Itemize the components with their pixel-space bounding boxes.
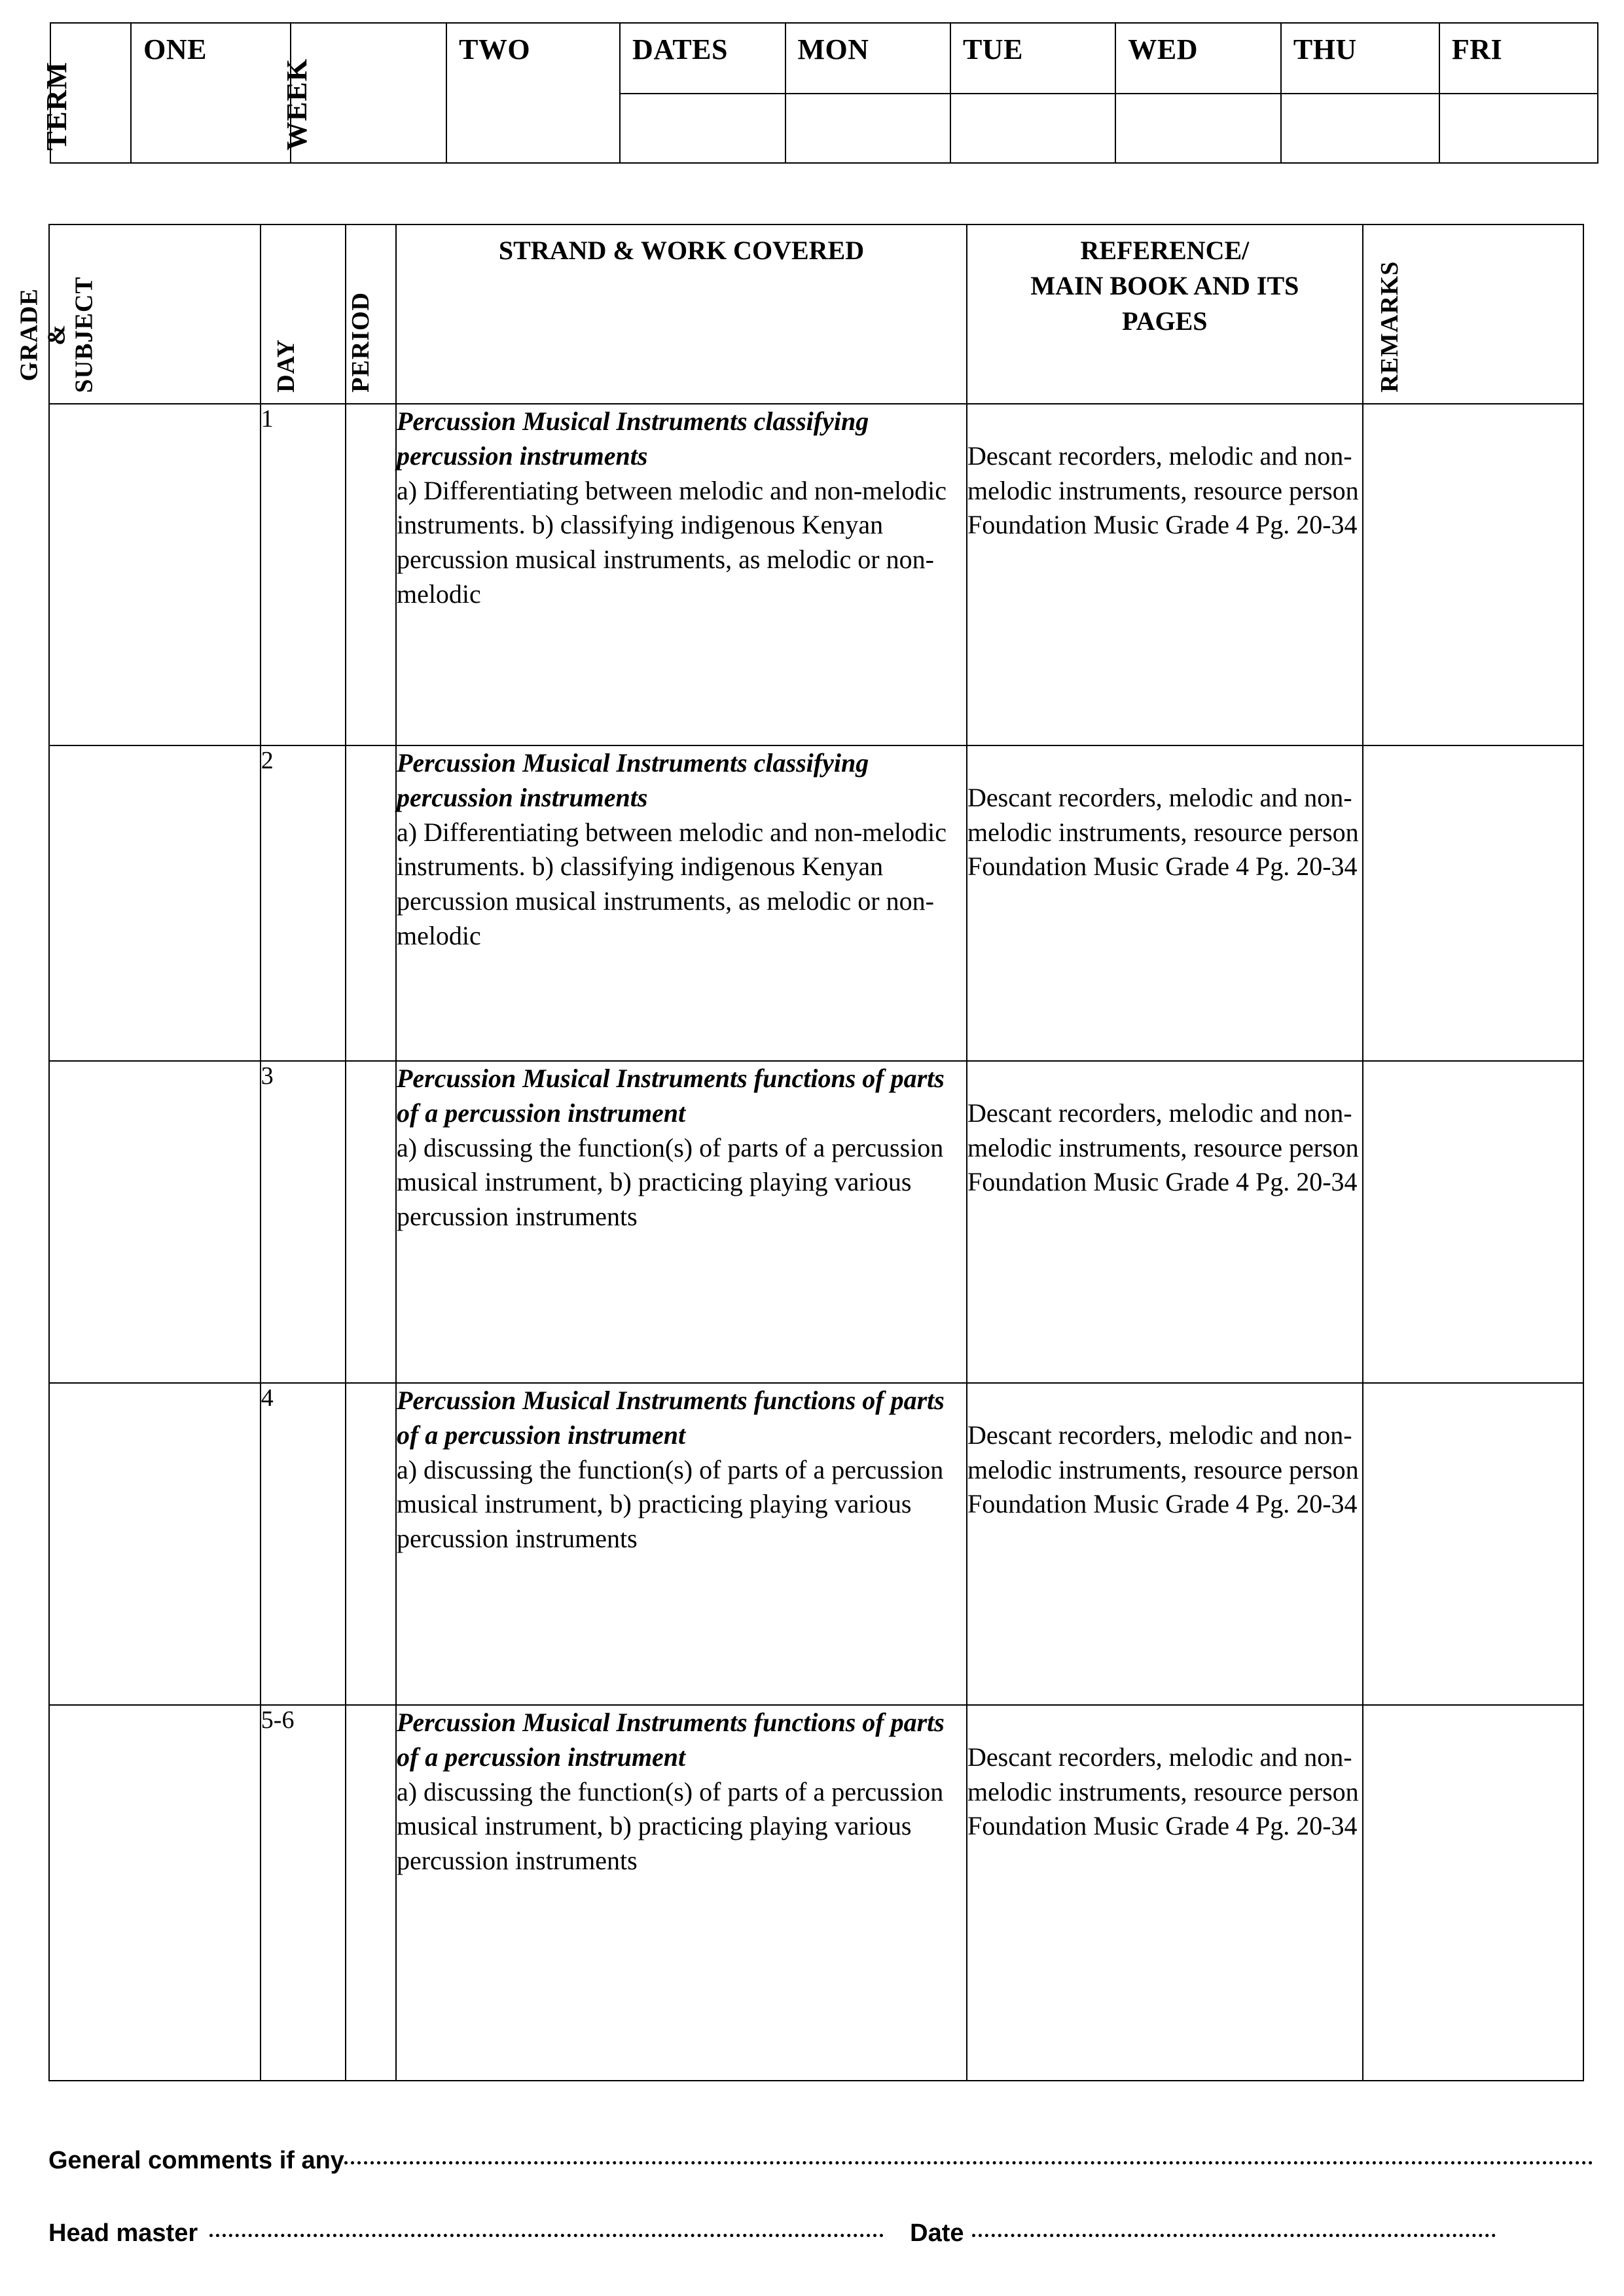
strand-title: Percussion Musical Instruments classifying percussion instruments [396,748,869,812]
remarks-header-cell [1363,224,1583,404]
date-label: Date [910,2219,964,2247]
day-cell[interactable] [261,1383,346,1705]
week-value: TWO [459,33,531,65]
reference-header-line-1: REFERENCE/ [1080,236,1250,265]
mon-header-cell [785,23,950,94]
reference-cell[interactable] [967,1383,1363,1705]
mon-value-cell[interactable] [785,94,950,163]
remarks-cell[interactable] [1363,1061,1583,1383]
strand-body: a) discussing the function(s) of parts of a percussion musical instrument, b) practicing playing various percussion instruments [396,1132,944,1232]
reference-cell[interactable] [967,745,1363,1061]
period-header-cell [346,224,396,404]
term-week-table [41,22,1598,164]
table-row [49,404,1583,745]
scheme-of-work-table [15,224,1584,2081]
term-value-cell[interactable] [131,23,291,163]
week-value-cell[interactable] [446,23,620,163]
grade-subject-header-cell [15,224,261,404]
period-cell[interactable] [346,1705,396,2081]
date-input[interactable] [972,2234,1496,2237]
day-value: 2 [261,747,274,774]
reference-value: Descant recorders, melodic and non-melodic instruments, resource person Foundation Music Grade 4 Pg. 20-34 [967,1098,1359,1197]
tue-value-cell[interactable] [950,94,1115,163]
period-cell[interactable] [346,1383,396,1705]
remarks-cell[interactable] [1363,745,1583,1061]
reference-cell[interactable] [967,404,1363,745]
reference-header-line-3: PAGES [1122,306,1208,336]
wed-header-cell [1115,23,1280,94]
fri-value-cell[interactable] [1439,94,1598,163]
footer [48,2143,1593,2248]
general-comments-label: General comments if any [48,2147,344,2174]
strand-body: a) discussing the function(s) of parts of a percussion musical instrument, b) practicing playing various percussion instruments [396,1454,944,1554]
strand-body: a) Differentiating between melodic and non-melodic instruments. b) classifying indigenous Kenyan percussion musical instruments, as melodic or non-melodic [396,475,947,609]
week-label: WEEK [281,58,314,151]
day-value: 3 [261,1062,274,1090]
head-master-label: Head master [48,2219,198,2247]
reference-cell[interactable] [967,1705,1363,2081]
grade-subject-cell[interactable] [49,404,261,745]
remarks-cell[interactable] [1363,404,1583,745]
day-cell[interactable] [261,745,346,1061]
grade-subject-cell[interactable] [49,1705,261,2081]
day-value: 1 [261,405,274,433]
mon-value [786,94,950,103]
remarks-header-label: REMARKS [1375,260,1403,393]
thu-value [1282,94,1439,103]
fri-header-cell [1439,23,1598,94]
reference-header-line-2: MAIN BOOK AND ITS [1030,271,1299,300]
thu-header-cell [1281,23,1439,94]
term-label: TERM [41,62,73,151]
strand-cell[interactable] [396,1705,967,2081]
day-cell[interactable] [261,404,346,745]
mon-header-label: MON [797,33,869,65]
reference-value: Descant recorders, melodic and non-melodic instruments, resource person Foundation Music Grade 4 Pg. 20-34 [967,782,1359,882]
tue-value [951,94,1115,103]
dates-header-label: DATES [632,33,728,65]
head-master-input[interactable] [209,2234,884,2237]
period-header-label: PERIOD [347,292,375,393]
day-header-cell [261,224,346,404]
grade-subject-header-label [16,276,98,393]
fri-header-label: FRI [1451,33,1503,65]
remarks-cell[interactable] [1363,1705,1583,2081]
dates-value-cell[interactable] [620,94,785,163]
grade-subject-cell[interactable] [49,745,261,1061]
term-cell[interactable] [41,23,131,163]
period-cell[interactable] [346,1061,396,1383]
general-comments-input[interactable] [344,2161,1593,2164]
strand-body: a) Differentiating between melodic and non-melodic instruments. b) classifying indigenous Kenyan percussion musical instruments, as melodic or non-melodic [396,817,947,950]
day-header-label: DAY [272,339,300,393]
day-value: 5-6 [261,1706,295,1734]
reference-value: Descant recorders, melodic and non-melodic instruments, resource person Foundation Music Grade 4 Pg. 20-34 [967,440,1359,540]
strand-title: Percussion Musical Instruments classifying percussion instruments [396,406,869,471]
reference-cell[interactable] [967,1061,1363,1383]
week-cell[interactable] [281,23,446,163]
main-table-header-row [49,224,1583,404]
strand-cell[interactable] [396,745,967,1061]
reference-value: Descant recorders, melodic and non-melodic instruments, resource person Foundation Music Grade 4 Pg. 20-34 [967,1420,1359,1519]
ampersand-header-line: & [43,323,71,346]
strand-header-label: STRAND & WORK COVERED [498,236,865,265]
reference-header-label [967,225,1362,339]
wed-value [1116,94,1280,103]
day-cell[interactable] [261,1061,346,1383]
subject-header-line: SUBJECT [70,276,98,393]
strand-title: Percussion Musical Instruments functions of parts of a percussion instrument [396,1064,945,1128]
strand-header-cell [396,224,967,404]
top-table-header-row [50,23,1598,94]
reference-value: Descant recorders, melodic and non-melodic instruments, resource person Foundation Music Grade 4 Pg. 20-34 [967,1742,1359,1841]
table-row [49,1705,1583,2081]
day-cell[interactable] [261,1705,346,2081]
thu-value-cell[interactable] [1281,94,1439,163]
general-comments-row [48,2147,1593,2175]
wed-header-label: WED [1128,33,1199,65]
table-row [49,745,1583,1061]
strand-cell[interactable] [396,1061,967,1383]
grade-subject-cell[interactable] [49,1383,261,1705]
day-value: 4 [261,1384,274,1412]
term-value: ONE [143,33,207,65]
grade-subject-cell[interactable] [49,1061,261,1383]
table-row [49,1383,1583,1705]
period-cell[interactable] [346,404,396,745]
strand-title: Percussion Musical Instruments functions of parts of a percussion instrument [396,1386,945,1450]
strand-title: Percussion Musical Instruments functions of parts of a percussion instrument [396,1708,945,1772]
reference-header-cell [967,224,1363,404]
table-row [49,1061,1583,1383]
period-cell[interactable] [346,745,396,1061]
strand-body: a) discussing the function(s) of parts of a percussion musical instrument, b) practicing playing various percussion instruments [396,1776,944,1876]
strand-cell[interactable] [396,1383,967,1705]
strand-cell[interactable] [396,404,967,745]
signature-row [48,2219,1593,2248]
remarks-cell[interactable] [1363,1383,1583,1705]
thu-header-label: THU [1293,33,1357,65]
dates-header-cell [620,23,785,94]
tue-header-label: TUE [962,33,1023,65]
wed-value-cell[interactable] [1115,94,1280,163]
grade-header-line: GRADE [15,287,43,382]
fri-value [1440,94,1597,103]
tue-header-cell [950,23,1115,94]
dates-value [621,94,784,103]
